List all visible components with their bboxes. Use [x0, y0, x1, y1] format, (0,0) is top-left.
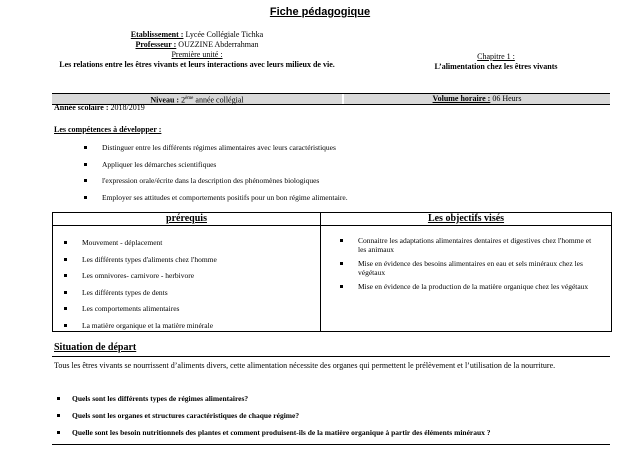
question-item: Quels sont les différents types de régimes alimentaires? [72, 394, 612, 403]
list-item: Connaitre les adaptations alimentaires dentaires et digestives chez l'homme et les animaux [338, 236, 600, 254]
list-item: l'expression orale/écrite dans la description des phénomènes biologiques [82, 176, 602, 185]
page-title: Fiche pédagogique [269, 6, 371, 18]
annee-label: Année scolaire : [54, 103, 109, 112]
niveau-num: 2 [181, 95, 186, 105]
prerequis-header: prérequis [53, 213, 321, 226]
list-item: Les différents types d'aliments chez l'homme [62, 255, 312, 264]
professeur-line [52, 40, 342, 50]
bottom-divider [52, 444, 610, 445]
list-item: Mise en évidence des besoins alimentaires en eau et sels minéraux chez les végétaux [338, 259, 600, 277]
volume-value: 06 Heurs [492, 94, 522, 103]
list-item: Mouvement - déplacement [62, 238, 312, 247]
objectifs-header: Les objectifs visés [321, 213, 611, 226]
unite-label: Première unité : [171, 50, 223, 59]
column-divider [320, 213, 321, 331]
etablissement-value: Lycée Collégiale Tichka [185, 30, 264, 39]
chapitre-title: L’alimentation chez les êtres vivants [434, 62, 558, 71]
etablissement-label: Etablissement : [130, 30, 184, 39]
prerequis-list [62, 238, 312, 337]
list-item: Employer ses attitudes et comportements positifs pour un bon régime alimentaire. [82, 193, 602, 202]
professeur-label: Professeur : [135, 40, 177, 49]
annee-value: 2018/2019 [110, 103, 145, 112]
list-item: Mise en évidence de la production de la matière organique chez les végétaux [338, 282, 600, 291]
list-item: Les différents types de dents [62, 288, 312, 297]
niveau-sup: ème [185, 96, 194, 101]
annee-line [54, 103, 145, 113]
chapitre-label: Chapitre 1 : [477, 52, 515, 61]
question-item: Quelle sont les besoin nutritionnels des plantes et comment produisent-ils de la matière organique à partir des éléments minéraux ? [72, 428, 612, 437]
list-item: Distinguer entre les différents régimes alimentaires avec leurs caractéristiques [82, 143, 602, 152]
list-item: Les comportements alimentaires [62, 304, 312, 313]
competences-title: Les compétences à développer : [54, 125, 162, 134]
professeur-value: OUZZINE Abderrahman [178, 40, 259, 49]
niveau-rest: année collégial [195, 95, 244, 105]
list-item: La matière organique et la matière minérale [62, 321, 312, 330]
competences-list [82, 143, 602, 209]
objectifs-list [338, 236, 600, 296]
question-item: Quels sont les organes et structures caractéristiques de chaque régime? [72, 411, 612, 420]
list-item: Les omnivores- carnivore - herbivore [62, 271, 312, 280]
niveau-label: Niveau : [150, 95, 180, 105]
situation-divider [52, 356, 610, 357]
list-item: Appliquer les démarches scientifiques [82, 160, 602, 169]
situation-text: Tous les êtres vivants se nourrissent d’aliments divers, cette alimentation nécessite des organes qui permettent le prélèvement et l’utilisation de la nourriture. [54, 361, 556, 370]
etablissement-line [52, 30, 342, 40]
volume-cell [344, 94, 610, 104]
unite-title: Les relations entre les êtres vivants et leurs interactions avec leurs milieux de vie. [59, 60, 335, 69]
header-left [52, 30, 342, 70]
header-right [382, 52, 610, 72]
situation-title: Situation de départ [54, 342, 137, 353]
volume-label: Volume horaire : [432, 94, 491, 103]
